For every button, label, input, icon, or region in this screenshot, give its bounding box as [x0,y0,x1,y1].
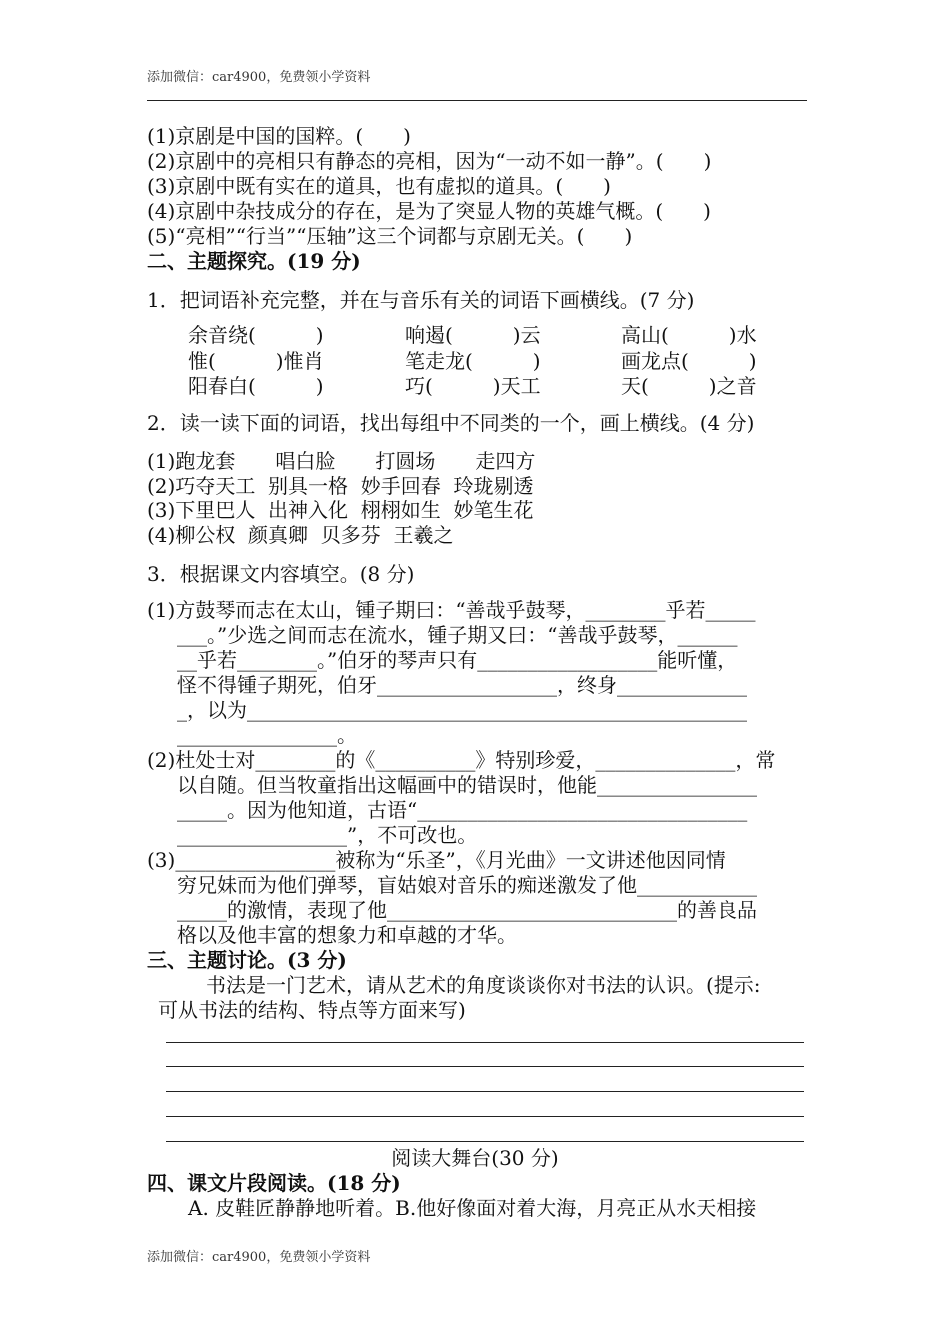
judge-item: (5)“亮相”“行当”“压轴”这三个词都与京剧无关。( ) [147,224,633,248]
q2-group: (2)巧夺天工 别具一格 妙手回春 玲珑剔透 [147,474,534,498]
q3-line: 以自随。但当牧童指出这幅画中的错误时，他能________________ [177,773,757,797]
q3-line: (3)________________被称为“乐圣”，《月光曲》一文讲述他因同情 [147,848,726,872]
section3-title: 三、主题讨论。(3 分) [147,948,347,972]
judge-item: (3)京剧中既有实在的道具，也有虚拟的道具。( ) [147,174,611,198]
q2-group: (3)下里巴人 出神入化 栩栩如生 妙笔生花 [147,498,534,522]
answer-line [166,1066,804,1067]
q3-line: __乎若________。”伯牙的琴声只有__________________能听懂， [177,648,738,672]
q3-line: 穷兄妹而为他们弹琴，盲姑娘对音乐的痴迷激发了他____________ [177,873,757,897]
section4-title: 四、课文片段阅读。(18 分) [147,1171,401,1195]
q1-word: 惟( )惟肖 [188,349,324,373]
q3-line: 格以及他丰富的想象力和卓越的才华。 [177,923,517,947]
q3-line: _，以为__________________________________________________ [177,698,747,722]
section4-passage: A. 皮鞋匠静静地听着。B.他好像面对着大海，月亮正从水天相接 [188,1196,757,1220]
q3-line: _____的激情，表现了他_____________________________的善良品 [177,898,757,922]
q1-word: 阳春白( ) [188,374,324,398]
q1-word: 笔走龙( ) [405,349,541,373]
q1-title: 1．把词语补充完整，并在与音乐有关的词语下画横线。(7 分) [147,288,695,312]
section2-title: 二、主题探究。(19 分) [147,249,361,273]
q1-word: 余音绕( ) [188,323,324,347]
section3-prompt: 可从书法的结构、特点等方面来写) [158,998,466,1022]
q3-line: (2)杜处士对________的《__________》特别珍爱，______________，常 [147,748,776,772]
answer-line [166,1116,804,1117]
q3-line: ___。”少选之间而志在流水，锺子期又曰：“善哉乎鼓琴，______ [177,623,738,647]
q2-title: 2．读一读下面的词语，找出每组中不同类的一个，画上横线。(4 分) [147,411,755,435]
header-rule [147,100,807,101]
judge-item: (2)京剧中的亮相只有静态的亮相，因为“一动不如一静”。( ) [147,149,712,173]
q3-line: _____。因为他知道，古语“_________________________________ [177,798,748,822]
q2-group: (4)柳公权 颜真卿 贝多芬 王羲之 [147,523,454,547]
q1-word: 高山( )水 [621,323,757,347]
q1-word: 画龙点( ) [621,349,757,373]
q3-line: _________________”，不可改也。 [177,823,478,847]
page-footer: 添加微信：car4900，免费领小学资料 [147,1250,371,1265]
q1-word: 天( )之音 [621,374,757,398]
judge-item: (4)京剧中杂技成分的存在，是为了突显人物的英雄气概。( ) [147,199,711,223]
q1-word: 响遏( )云 [405,323,541,347]
answer-line [166,1141,804,1142]
section3-prompt: 书法是一门艺术，请从艺术的角度谈谈你对书法的认识。(提示: [206,973,761,997]
q3-title: 3．根据课文内容填空。(8 分) [147,562,415,586]
q3-line: (1)方鼓琴而志在太山，锺子期曰：“善哉乎鼓琴，________乎若_____ [147,598,756,622]
q3-line: 怪不得锺子期死，伯牙__________________，终身_____________ [177,673,747,697]
q1-word: 巧( )天工 [405,374,541,398]
answer-line [166,1042,804,1043]
page-header: 添加微信：car4900，免费领小学资料 [147,70,371,85]
judge-item: (1)京剧是中国的国粹。( ) [147,124,411,148]
reading-stage-title: 阅读大舞台(30 分) [391,1146,559,1170]
q2-group: (1)跑龙套 唱白脸 打圆场 走四方 [147,449,536,473]
q3-line: ________________。 [177,723,357,747]
answer-line [166,1091,804,1092]
